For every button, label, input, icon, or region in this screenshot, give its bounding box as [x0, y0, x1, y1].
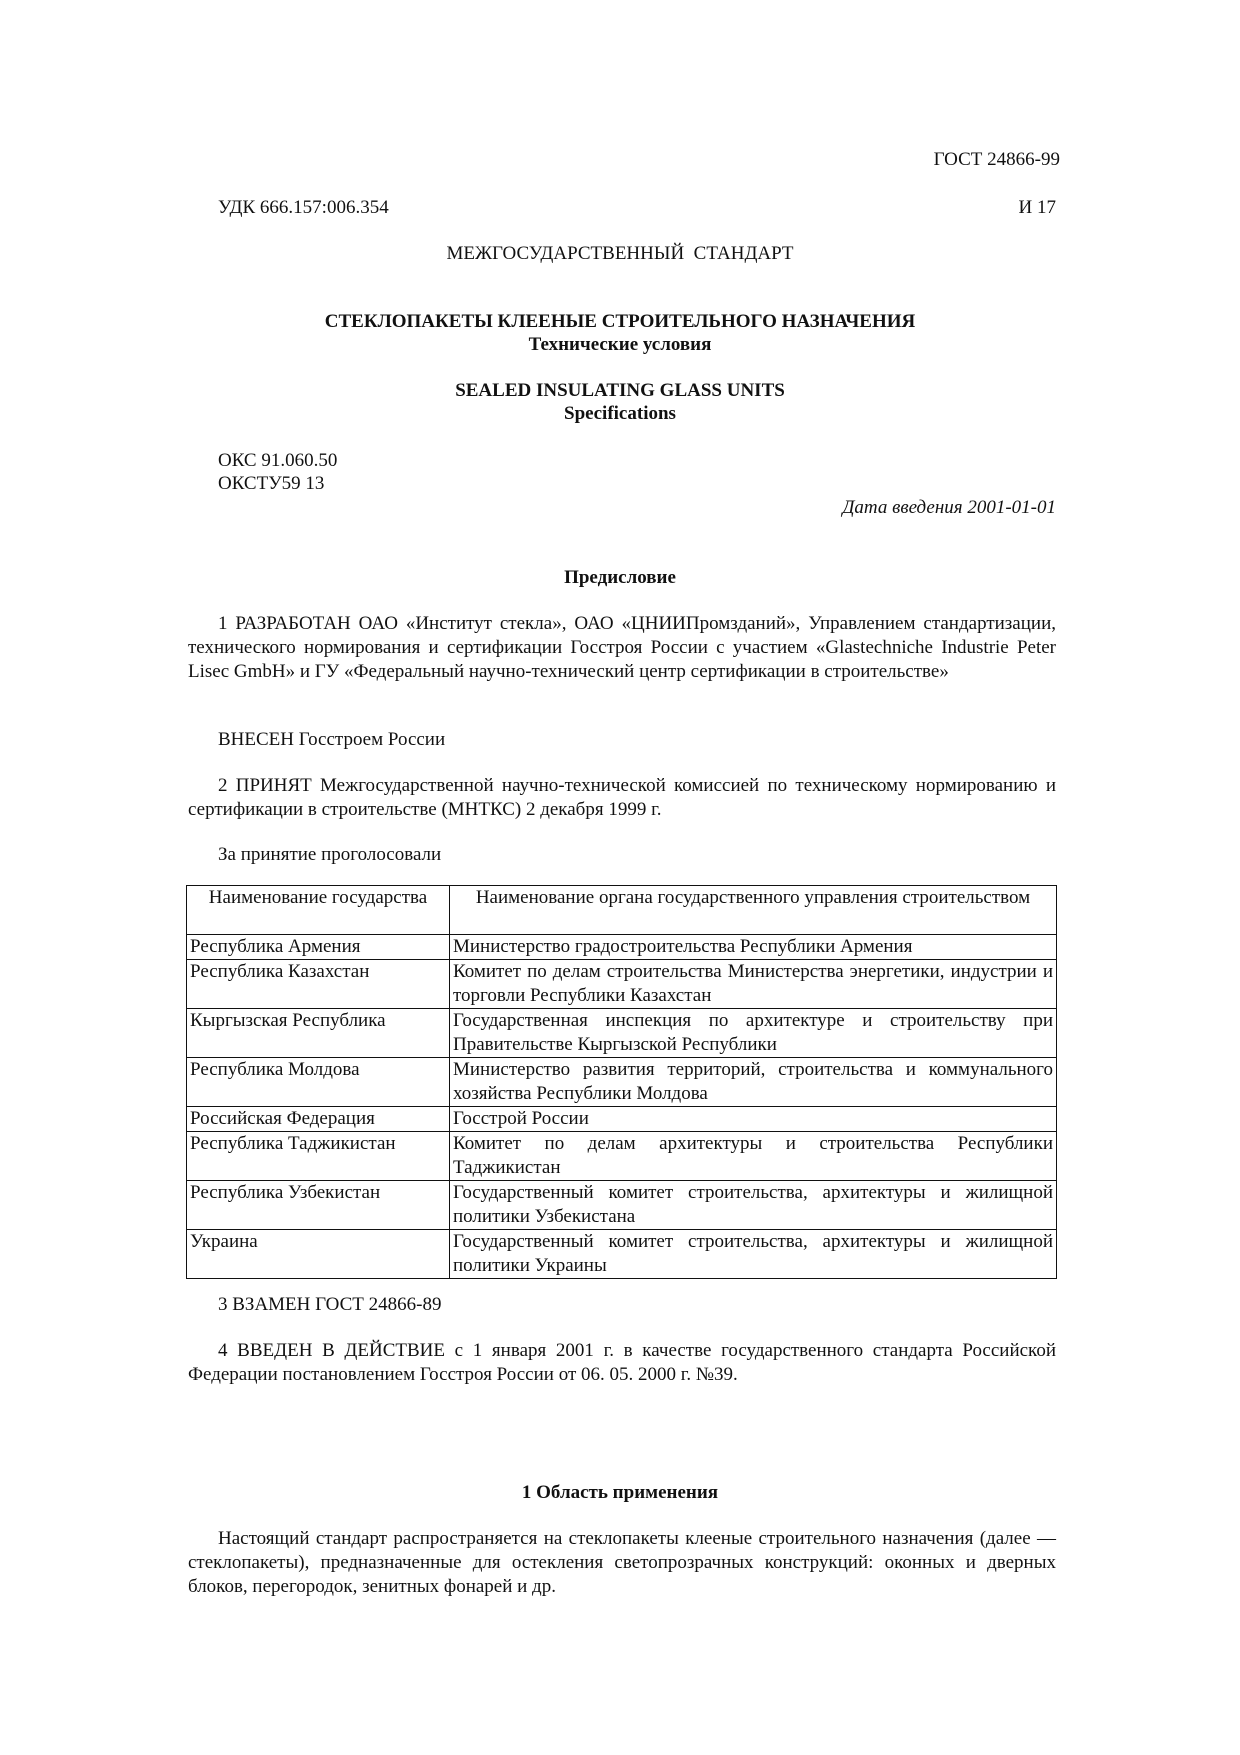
authority-cell: Государственный комитет строительства, архитектуры и жилищной политики Узбекистана — [450, 1181, 1057, 1230]
authority-cell: Комитет по делам строительства Министерства энергетики, индустрии и торговли Республики Казахстан — [450, 960, 1057, 1009]
column-header-authority: Наименование органа государственного управления строительством — [450, 886, 1057, 935]
title-en: SEALED INSULATING GLASS UNITS — [455, 380, 785, 401]
oks-code: ОКС 91.060.50 — [218, 450, 338, 471]
foreword-item-4: 4 ВВЕДЕН В ДЕЙСТВИЕ с 1 января 2001 г. в качестве государственного стандарта Российской Федерации постановлением Госстроя России от 06. 05. 2000 г. №39. — [188, 1340, 1056, 1385]
table-row — [187, 1107, 1057, 1132]
authority-cell: Государственная инспекция по архитектуре и строительству при Правительстве Кыргызской Республики — [450, 1009, 1057, 1058]
table-row — [187, 960, 1057, 1009]
authority-cell: Комитет по делам архитектуры и строительства Республики Таджикистан — [450, 1132, 1057, 1181]
voted-label: За принятие проголосовали — [218, 844, 442, 865]
column-header-state: Наименование государства — [187, 886, 450, 935]
state-cell: Республика Армения — [187, 935, 450, 960]
authority-cell: Министерство развития территорий, строительства и коммунального хозяйства Республики Молдова — [450, 1058, 1057, 1107]
subtitle-ru: Технические условия — [528, 334, 712, 355]
state-cell: Республика Казахстан — [187, 960, 450, 1009]
voting-table — [186, 885, 1057, 1279]
title-ru: СТЕКЛОПАКЕТЫ КЛЕЕНЫЕ СТРОИТЕЛЬНОГО НАЗНАЧЕНИЯ — [324, 311, 916, 332]
section-1-heading: 1 Область применения — [521, 1482, 719, 1503]
foreword-heading: Предисловие — [564, 567, 676, 588]
group-code: И 17 — [1018, 197, 1056, 218]
table-header-row — [187, 886, 1057, 935]
standard-type: МЕЖГОСУДАРСТВЕННЫЙ СТАНДАРТ — [446, 243, 794, 264]
udk-code: УДК 666.157:006.354 — [218, 197, 389, 218]
table-row — [187, 1009, 1057, 1058]
foreword-introduced: ВНЕСЕН Госстроем России — [218, 729, 446, 750]
authority-cell: Госстрой России — [450, 1107, 1057, 1132]
foreword-item-1: 1 РАЗРАБОТАН ОАО «Институт стекла», ОАО «ЦНИИПромзданий», Управлением стандартизации, технического нормирования и сертификации Госстроя России с участием «Glastechniche Industrie Peter Lisec GmbH» и ГУ «Федеральный научно-технический центр сертификации в строительстве» — [188, 613, 1056, 682]
table-row — [187, 1058, 1057, 1107]
subtitle-en: Specifications — [564, 403, 676, 424]
authority-cell: Министерство градостроительства Республики Армения — [450, 935, 1057, 960]
foreword-item-2: 2 ПРИНЯТ Межгосударственной научно-технической комиссией по техническому нормированию и сертификации в строительстве (МНТКС) 2 декабря 1999 г. — [188, 775, 1056, 820]
table-row — [187, 935, 1057, 960]
state-cell: Российская Федерация — [187, 1107, 450, 1132]
table-row — [187, 1132, 1057, 1181]
section-1-text: Настоящий стандарт распространяется на стеклопакеты клееные строительного назначения (далее — стеклопакеты), предназначенные для остекления светопрозрачных конструкций: оконных и дверных блоков, перегородок, зенитных фонарей и др. — [188, 1528, 1056, 1597]
state-cell: Республика Молдова — [187, 1058, 450, 1107]
state-cell: Республика Узбекистан — [187, 1181, 450, 1230]
authority-cell: Государственный комитет строительства, архитектуры и жилищной политики Украины — [450, 1230, 1057, 1279]
foreword-item-3: 3 ВЗАМЕН ГОСТ 24866-89 — [218, 1294, 442, 1315]
state-cell: Украина — [187, 1230, 450, 1279]
state-cell: Кыргызская Республика — [187, 1009, 450, 1058]
okstu-code: ОКСТУ59 13 — [218, 473, 325, 494]
state-cell: Республика Таджикистан — [187, 1132, 450, 1181]
table-row — [187, 1181, 1057, 1230]
gost-number: ГОСТ 24866-99 — [933, 149, 1060, 170]
table-row — [187, 1230, 1057, 1279]
effective-date: Дата введения 2001-01-01 — [842, 497, 1056, 518]
